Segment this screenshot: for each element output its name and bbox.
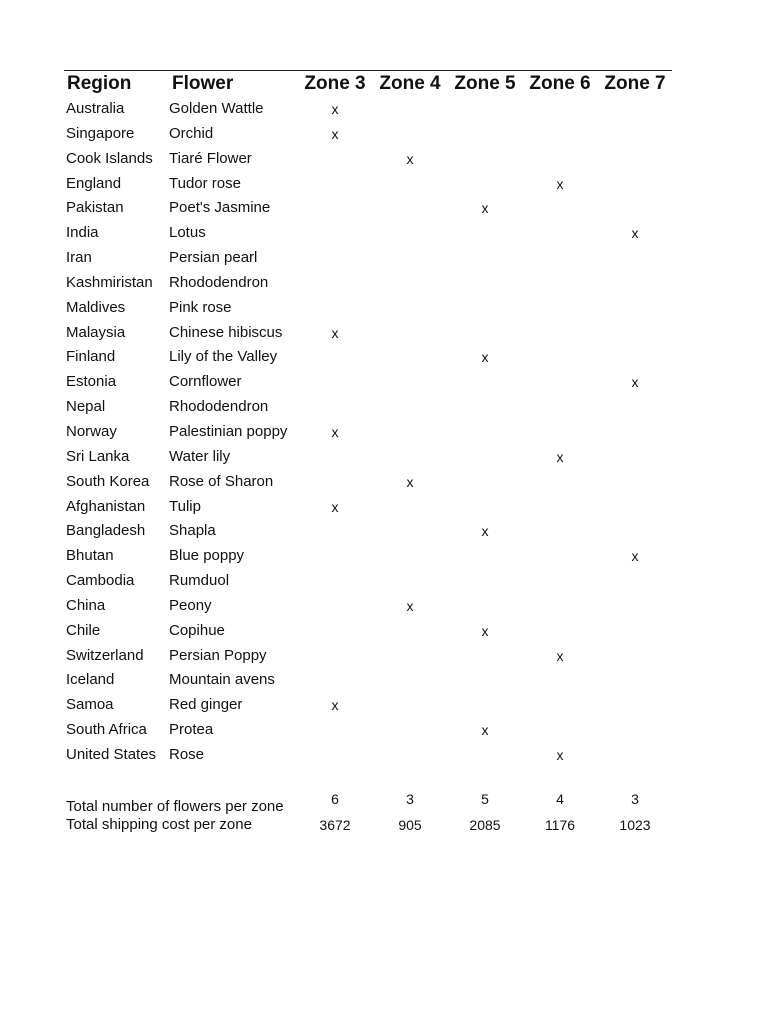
total-shipping-zone-6: 1176 — [544, 817, 576, 833]
table-row — [0, 321, 768, 346]
flower-cell: Palestinian poppy — [169, 422, 288, 440]
zone-7-mark-cell: x — [631, 225, 639, 242]
region-cell: South Korea — [66, 472, 150, 490]
total-shipping-zone-5: 2085 — [469, 817, 501, 833]
header-zone-5: Zone 5 — [454, 73, 516, 94]
zone-5-mark-cell: x — [481, 200, 489, 217]
table-row — [0, 544, 768, 569]
flower-cell: Lily of the Valley — [169, 348, 278, 366]
table-row — [0, 97, 768, 122]
header-zone-3: Zone 3 — [304, 73, 366, 94]
zone-3-mark-cell: x — [331, 125, 339, 142]
region-cell: Estonia — [66, 373, 117, 391]
region-cell: United States — [66, 745, 157, 763]
zone-5-mark-cell: x — [481, 622, 489, 639]
table-row — [0, 519, 768, 544]
flower-cell: Cornflower — [169, 373, 242, 391]
total-flowers-label: Total number of flowers per zone — [66, 798, 284, 815]
flower-cell: Peony — [169, 596, 212, 614]
header-flower: Flower — [172, 73, 234, 94]
flower-cell: Copihue — [169, 621, 225, 639]
table-row — [0, 296, 768, 321]
table-row — [0, 594, 768, 619]
region-cell: South Africa — [66, 721, 147, 739]
zone-4-mark-cell: x — [406, 597, 414, 614]
region-cell: Bhutan — [66, 547, 114, 565]
header-region: Region — [67, 73, 132, 94]
flower-cell: Persian Poppy — [169, 646, 267, 664]
total-shipping-zone-3: 3672 — [319, 817, 351, 833]
header-top-border — [64, 70, 672, 71]
total-flowers-zone-5: 5 — [481, 791, 489, 807]
flower-cell: Protea — [169, 721, 214, 739]
flower-cell: Pink rose — [169, 298, 232, 316]
table-row — [0, 196, 768, 221]
region-cell: Norway — [66, 422, 117, 440]
total-flowers-zone-6: 4 — [556, 791, 564, 807]
flower-cell: Rose — [169, 745, 205, 763]
flower-cell: Rhododendron — [169, 273, 269, 291]
region-cell: Chile — [66, 621, 101, 639]
region-cell: Malaysia — [66, 323, 126, 341]
table-row — [0, 246, 768, 271]
table-row — [0, 271, 768, 296]
table-row — [0, 470, 768, 495]
total-shipping-zone-4: 905 — [398, 817, 422, 833]
region-cell: Switzerland — [66, 646, 144, 664]
region-cell: Samoa — [66, 696, 114, 714]
table-row — [0, 172, 768, 197]
table-row — [0, 147, 768, 172]
total-flowers-zone-3: 6 — [331, 791, 339, 807]
table-row — [0, 743, 768, 768]
flower-cell: Rose of Sharon — [169, 472, 274, 490]
flower-cell: Chinese hibiscus — [169, 323, 283, 341]
table-row — [0, 495, 768, 520]
region-cell: Afghanistan — [66, 497, 146, 515]
region-cell: Maldives — [66, 298, 126, 316]
flower-cell: Tulip — [169, 497, 201, 515]
flower-cell: Lotus — [169, 224, 206, 242]
table-row — [0, 668, 768, 693]
flower-cell: Tiaré Flower — [169, 149, 252, 167]
region-cell: Pakistan — [66, 199, 124, 217]
table-row — [0, 445, 768, 470]
region-cell: India — [66, 224, 99, 242]
zone-7-mark-cell: x — [631, 374, 639, 391]
table-row — [0, 345, 768, 370]
table-row — [0, 718, 768, 743]
flower-cell: Rumduol — [169, 572, 230, 590]
flower-cell: Tudor rose — [169, 174, 241, 192]
zone-3-mark-cell: x — [331, 498, 339, 515]
table-row — [0, 395, 768, 420]
zone-4-mark-cell: x — [406, 150, 414, 167]
region-cell: England — [66, 174, 122, 192]
flower-cell: Blue poppy — [169, 547, 245, 565]
region-cell: Finland — [66, 348, 116, 366]
region-cell: Cambodia — [66, 572, 135, 590]
flower-cell: Red ginger — [169, 696, 243, 714]
flower-table-body — [0, 97, 768, 768]
zone-3-mark-cell: x — [331, 423, 339, 440]
flower-cell: Persian pearl — [169, 249, 258, 267]
region-cell: Iceland — [66, 671, 115, 689]
region-cell: Iran — [66, 249, 92, 267]
zone-3-mark-cell: x — [331, 324, 339, 341]
flower-cell: Poet's Jasmine — [169, 199, 271, 217]
flower-cell: Shapla — [169, 522, 216, 540]
zone-6-mark-cell: x — [556, 647, 564, 664]
zone-5-mark-cell: x — [481, 523, 489, 540]
region-cell: Cook Islands — [66, 149, 153, 167]
flower-cell: Golden Wattle — [169, 100, 264, 117]
zone-7-mark-cell: x — [631, 548, 639, 565]
zone-5-mark-cell: x — [481, 722, 489, 739]
table-row — [0, 420, 768, 445]
zone-6-mark-cell: x — [556, 746, 564, 763]
flower-cell: Orchid — [169, 124, 214, 142]
zone-3-mark-cell: x — [331, 697, 339, 714]
header-zone-6: Zone 6 — [529, 73, 591, 94]
flower-cell: Mountain avens — [169, 671, 275, 689]
table-row — [0, 619, 768, 644]
flower-cell: Rhododendron — [169, 398, 269, 416]
table-row — [0, 370, 768, 395]
region-cell: Bangladesh — [66, 522, 146, 540]
total-shipping-label: Total shipping cost per zone — [66, 816, 252, 833]
header-zone-4: Zone 4 — [379, 73, 441, 94]
region-cell: Singapore — [66, 124, 135, 142]
region-cell: Kashmiristan — [66, 273, 153, 291]
region-cell: China — [66, 596, 106, 614]
flower-cell: Water lily — [169, 447, 231, 465]
zone-6-mark-cell: x — [556, 175, 564, 192]
total-flowers-zone-7: 3 — [631, 791, 639, 807]
region-cell: Nepal — [66, 398, 106, 416]
table-row — [0, 122, 768, 147]
zone-3-mark-cell: x — [331, 101, 339, 117]
total-flowers-zone-4: 3 — [406, 791, 414, 807]
total-shipping-zone-7: 1023 — [619, 817, 651, 833]
table-row — [0, 569, 768, 594]
zone-4-mark-cell: x — [406, 473, 414, 490]
region-cell: Sri Lanka — [66, 447, 130, 465]
table-row — [0, 644, 768, 669]
header-zone-7: Zone 7 — [604, 73, 666, 94]
table-row — [0, 693, 768, 718]
table-row — [0, 221, 768, 246]
region-cell: Australia — [66, 100, 125, 117]
zone-5-mark-cell: x — [481, 349, 489, 366]
zone-6-mark-cell: x — [556, 448, 564, 465]
